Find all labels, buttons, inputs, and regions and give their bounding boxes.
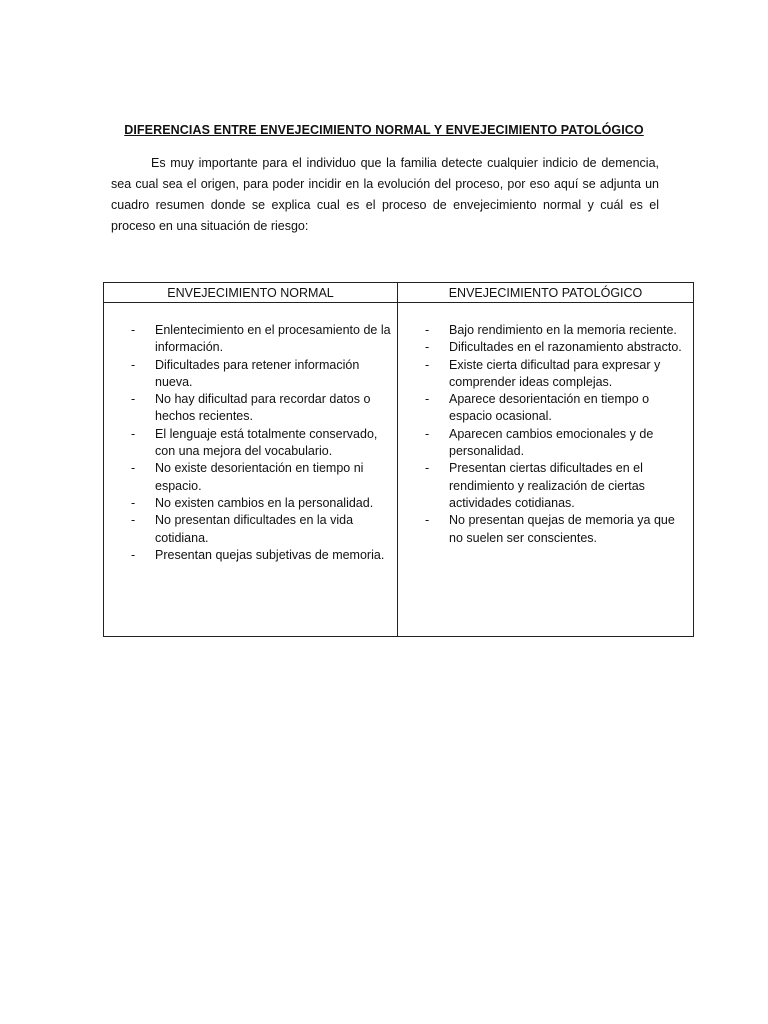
bullet-dash: - [131,461,136,476]
page-title: DIFERENCIAS ENTRE ENVEJECIMIENTO NORMAL Y ENVEJECIMIENTO PATOLÓGICO [124,123,644,137]
bullet-dash: - [131,495,136,510]
list-item [104,512,393,547]
bullet-dash: - [425,357,430,372]
list-item-text: No hay dificultad para recordar datos o hechos recientes. [155,392,371,424]
list-item [104,322,393,357]
list-item-text: El lenguaje está totalmente conservado, con una mejora del vocabulario. [155,426,378,459]
list-item [104,391,393,426]
bullet-dash: - [131,392,136,407]
list-item [398,426,689,461]
table-header-row [104,283,694,303]
list-item [104,426,393,461]
list-item [104,547,393,564]
bullet-dash: - [131,357,136,372]
bullet-dash: - [131,323,136,337]
list-item [398,460,689,512]
bullet-dash: - [425,461,430,476]
list-item-text: Presentan quejas subjetivas de memoria. [155,547,385,562]
list-item-text: Dificultades para retener información nueva. [155,357,360,389]
list-item [398,391,689,426]
list-item-text: Enlentecimiento en el procesamiento de la información. [155,323,391,355]
table-body-row [104,303,694,637]
pathological-aging-list [398,322,689,547]
list-item-text: Presentan ciertas dificultades en el rendimiento y realización de ciertas actividades cotidianas. [449,461,645,510]
list-item-text: Dificultades en el razonamiento abstracto. [449,340,682,355]
list-item-text: No presentan quejas de memoria ya que no suelen ser conscientes. [449,513,675,545]
list-item [104,357,393,392]
list-item [398,322,689,339]
bullet-dash: - [425,392,430,407]
bullet-dash: - [131,513,136,528]
normal-aging-cell [104,303,398,637]
list-item [104,495,393,512]
list-item-text: No existe desorientación en tiempo ni espacio. [155,461,364,493]
list-item [398,339,689,356]
list-item-text: Aparecen cambios emocionales y de personalidad. [449,426,654,459]
bullet-dash: - [425,340,430,355]
column-header-normal: ENVEJECIMIENTO NORMAL [104,283,398,303]
bullet-dash: - [425,323,430,337]
comparison-table [103,282,694,637]
list-item [398,512,689,547]
list-item-text: No presentan dificultades en la vida cotidiana. [155,513,354,545]
list-item [398,357,689,392]
pathological-aging-cell [398,303,694,637]
list-item-text: Bajo rendimiento en la memoria reciente. [449,323,677,337]
bullet-dash: - [131,426,136,441]
list-item-text: Existe cierta dificultad para expresar y comprender ideas complejas. [449,357,661,389]
bullet-dash: - [425,513,430,528]
bullet-dash: - [425,426,430,441]
normal-aging-list [104,322,393,564]
list-item-text: Aparece desorientación en tiempo o espacio ocasional. [449,392,650,424]
column-header-pathological: ENVEJECIMIENTO PATOLÓGICO [398,283,694,303]
bullet-dash: - [131,547,136,562]
list-item [104,460,393,495]
intro-paragraph: Es muy importante para el individuo que la familia detecte cualquier indicio de demencia, sea cual sea el origen, para poder incidir en la evolución del proceso, por eso aquí se adjunta un cuadro resumen donde se explica cual es el proceso de envejecimiento normal y cuál es el proceso en una situación de riesgo: [111,156,659,233]
list-item-text: No existen cambios en la personalidad. [155,495,374,510]
